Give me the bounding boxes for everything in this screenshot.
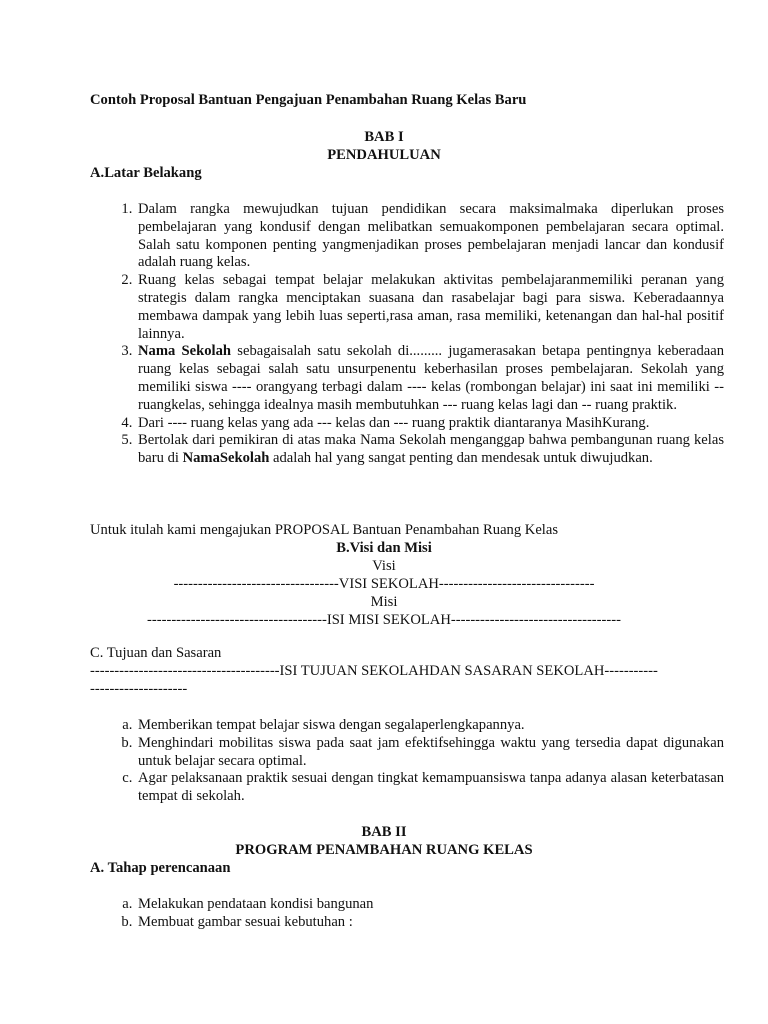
- section-a2-heading: A. Tahap perencanaan: [90, 860, 231, 876]
- misi-label: Misi: [370, 594, 398, 610]
- misi-placeholder: -------------------------------------ISI MISI SEKOLAH-----------------------------------: [147, 612, 621, 628]
- list-item: 2. Ruang kelas sebagai tempat belajar melakukan aktivitas pembelajaranmemiliki peranan yang strategis dalam rangka menciptakan suasana dan rasabelajar bagi para siswa. Keberadaannya membawa dampak yang lebih luas seperti,rasa aman, rasa memiliki, ketenangan dan hal-hal positif lainnya.: [136, 272, 724, 343]
- tujuan-placeholder-line2: --------------------: [90, 681, 188, 697]
- section-c-heading: C. Tujuan dan Sasaran: [90, 645, 222, 661]
- chapter-2-title: PROGRAM PENAMBAHAN RUANG KELAS: [235, 842, 533, 858]
- school-name-bold: Nama Sekolah: [138, 343, 232, 360]
- list-item: 4. Dari ---- ruang kelas yang ada --- kelas dan --- ruang praktik diantaranya MasihKurang.: [136, 415, 724, 433]
- list-item: 5. Bertolak dari pemikiran di atas maka Nama Sekolah menganggap bahwa pembangunan ruang kelas baru di NamaSekolah adalah hal yang sangat penting dan mendesak untuk diwujudkan.: [136, 432, 724, 468]
- tujuan-list: [90, 717, 724, 806]
- chapter-1-label: BAB I: [364, 129, 404, 145]
- list-item: 1. Dalam rangka mewujudkan tujuan pendidikan secara maksimalmaka diperlukan proses pembelajaran yang kondusif dengan melibatkan semuakomponen pembelajaran secara optimal. Salah satu komponen penting yangmenjadikan proses pembelajaran menjadi lancar dan kondusif adalah ruang kelas.: [136, 201, 724, 272]
- list-item: 3. Nama Sekolah sebagaisalah satu sekolah di......... jugamerasakan betapa pentingnya keberadaan ruang kelas sebagai salah satu unsurpenentu keberhasilan proses pembelajaran. Sekolah yang memiliki siswa ---- orangyang terbagi dalam ---- kelas (rombongan belajar) ini saat ini memiliki --ruangkelas, sehingga idealnya masih membutuhkan --- ruang kelas lagi dan -- ruang praktik.: [136, 343, 724, 414]
- list-item: c. Agar pelaksanaan praktik sesuai dengan tingkat kemampuansiswa tanpa adanya alasan keterbatasan tempat di sekolah.: [136, 770, 724, 806]
- chapter-1-title: PENDAHULUAN: [327, 147, 441, 163]
- list-item: b. Menghindari mobilitas siswa pada saat jam efektifsehingga waktu yang tersedia dapat digunakan untuk belajar secara optimal.: [136, 735, 724, 771]
- planning-list: [90, 896, 724, 932]
- proposal-statement: Untuk itulah kami mengajukan PROPOSAL Bantuan Penambahan Ruang Kelas: [90, 522, 559, 538]
- chapter-2-label: BAB II: [361, 824, 407, 840]
- visi-placeholder: ----------------------------------VISI SEKOLAH--------------------------------: [173, 576, 595, 592]
- document-title: Contoh Proposal Bantuan Pengajuan Penambahan Ruang Kelas Baru: [90, 92, 527, 108]
- section-b-heading: B.Visi dan Misi: [336, 540, 432, 556]
- section-a-heading: A.Latar Belakang: [90, 165, 202, 181]
- background-list: [90, 201, 724, 468]
- visi-label: Visi: [372, 558, 396, 574]
- list-item: a. Melakukan pendataan kondisi bangunan: [136, 896, 724, 914]
- school-name-bold: NamaSekolah: [182, 450, 270, 467]
- tujuan-placeholder-line1: ---------------------------------------ISI TUJUAN SEKOLAHDAN SASARAN SEKOLAH-----------: [90, 663, 658, 679]
- list-item: b. Membuat gambar sesuai kebutuhan :: [136, 914, 724, 932]
- list-item: a. Memberikan tempat belajar siswa dengan segalaperlengkapannya.: [136, 717, 724, 735]
